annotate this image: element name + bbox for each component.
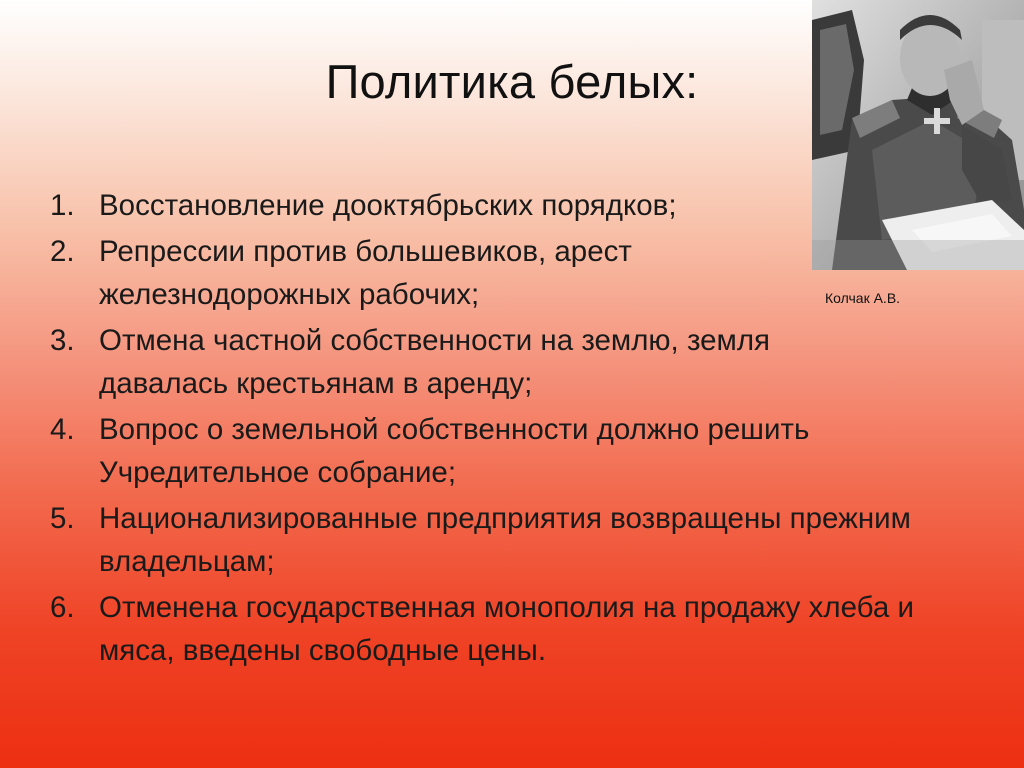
item-text: Репрессии против большевиков, арест железнодорожных рабочих; [99,235,632,311]
item-text: Отмена частной собственности на землю, земля давалась крестьянам в аренду; [99,324,771,400]
policy-list [0,184,960,675]
list-item [0,586,960,672]
item-number: 2. [50,235,75,268]
list-item [0,230,960,316]
list-item [0,408,960,494]
item-number: 1. [50,189,75,222]
item-number: 3. [50,324,75,357]
item-text: Отменена государственная монополия на продажу хлеба и мяса, введены свободные цены. [99,591,914,667]
item-text: Национализированные предприятия возвращены прежним владельцам; [99,502,911,578]
slide-title: Политика белых: [325,55,699,108]
list-item [0,319,960,405]
item-text: Восстановление дооктябрьских порядков; [99,189,677,222]
item-number: 4. [50,413,75,446]
item-text: Вопрос о земельной собственности должно решить Учредительное собрание; [99,413,810,489]
list-item [0,497,960,583]
list-item [0,184,960,227]
item-number: 6. [50,591,75,624]
item-number: 5. [50,502,75,535]
portrait-caption: Колчак А.В. [825,290,901,306]
